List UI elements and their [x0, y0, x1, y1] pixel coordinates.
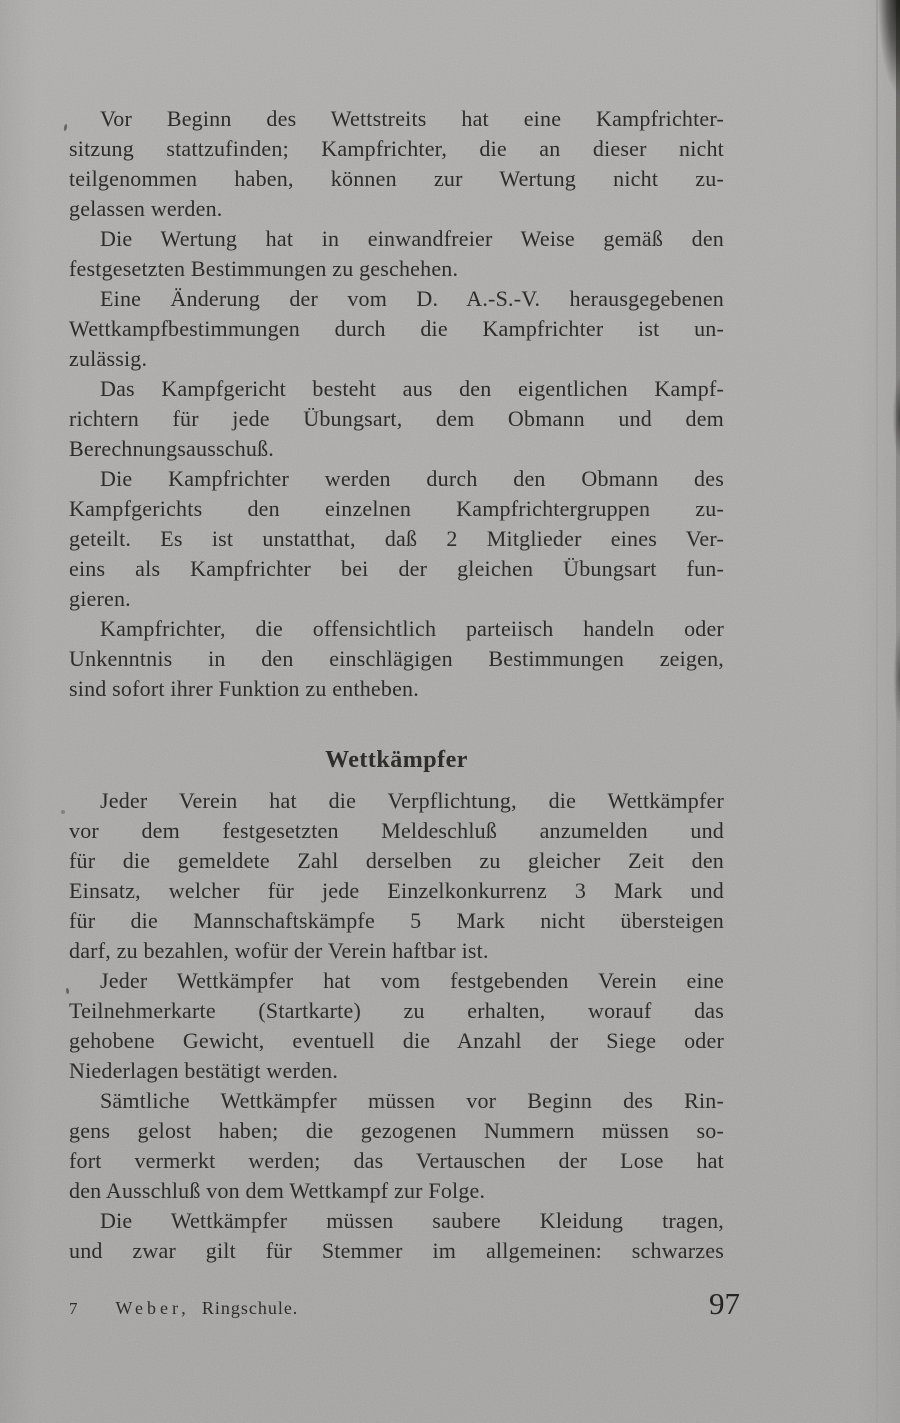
text-line: für die Mannschaftskämpfe 5 Mark nicht übersteigen: [69, 908, 724, 933]
text-line: sind sofort ihrer Funktion zu entheben.: [69, 676, 419, 701]
text-line: Eine Änderung der vom D. A.-S.-V. herausgegebenen: [100, 286, 724, 311]
text-line: Sämtliche Wettkämpfer müssen vor Beginn des Rin-: [100, 1088, 724, 1113]
text-line: für die gemeldete Zahl derselben zu gleicher Zeit den: [69, 848, 724, 873]
text-line: Jeder Verein hat die Verpflichtung, die Wettkämpfer: [100, 788, 724, 813]
text-line: Das Kampfgericht besteht aus den eigentlichen Kampf-: [100, 376, 724, 401]
text-line: Berechnungsausschuß.: [69, 436, 275, 461]
text-line: Kampfrichter, die offensichtlich parteiisch handeln oder: [100, 616, 724, 641]
text-line: Niederlagen bestätigt werden.: [69, 1058, 339, 1083]
text-line: Vor Beginn des Wettstreits hat eine Kampfrichter-: [100, 106, 724, 131]
page-text: [69, 104, 724, 1266]
text-line: Kampfgerichts den einzelnen Kampfrichtergruppen zu-: [69, 496, 724, 521]
scan-shadow-top-right: [876, 0, 900, 152]
scan-speck: [63, 124, 67, 131]
section-heading: Wettkämpfer: [325, 747, 468, 773]
text-line: teilgenommen haben, können zur Wertung nicht zu-: [69, 166, 724, 191]
text-line: gens gelost haben; die gezogenen Nummern müssen so-: [69, 1118, 724, 1143]
scan-fold-line: [876, 0, 878, 1423]
scan-shadow-blob-lower: [891, 622, 900, 732]
footer-signature-mark: 7: [69, 1299, 78, 1318]
page-number: 97: [709, 1286, 740, 1321]
text-line: Jeder Wettkämpfer hat vom festgebenden Verein eine: [100, 968, 724, 993]
scan-speck: [61, 810, 65, 814]
text-line: gehobene Gewicht, eventuell die Anzahl der Siege oder: [69, 1028, 724, 1053]
text-line: gelassen werden.: [69, 196, 223, 221]
text-line: Die Wettkämpfer müssen saubere Kleidung tragen,: [100, 1208, 724, 1233]
text-line: geteilt. Es ist unstatthat, daß 2 Mitglieder eines Ver-: [69, 526, 724, 551]
text-line: Die Kampfrichter werden durch den Obmann des: [100, 466, 724, 491]
text-line: darf, zu bezahlen, wofür der Verein haftbar ist.: [69, 938, 489, 963]
text-line: Die Wertung hat in einwandfreier Weise gemäß den: [100, 226, 724, 251]
text-line: Wettkampfbestimmungen durch die Kampfrichter ist un-: [69, 316, 724, 341]
scan-shadow-blob-upper: [890, 372, 900, 462]
scan-edge-shadow-right: [896, 0, 900, 1050]
footer-author: Weber,: [115, 1298, 190, 1318]
text-line: sitzung stattzufinden; Kampfrichter, die an dieser nicht: [69, 136, 724, 161]
footer-running-title: [69, 1298, 298, 1319]
text-line: vor dem festgesetzten Meldeschluß anzumelden und: [69, 818, 724, 843]
text-line: Einsatz, welcher für jede Einzelkonkurrenz 3 Mark und: [69, 878, 724, 903]
footer: [69, 1286, 740, 1321]
text-line: fort vermerkt werden; das Vertauschen der Lose hat: [69, 1148, 724, 1173]
text-line: den Ausschluß von dem Wettkampf zur Folge.: [69, 1178, 486, 1203]
text-line: zulässig.: [69, 346, 148, 371]
text-line: und zwar gilt für Stemmer im allgemeinen: schwarzes: [69, 1238, 724, 1263]
text-line: eins als Kampfrichter bei der gleichen Übungsart fun-: [69, 556, 724, 581]
footer-book-title: Ringschule.: [201, 1298, 299, 1318]
text-line: gieren.: [69, 586, 131, 611]
text-line: Teilnehmerkarte (Startkarte) zu erhalten, worauf das: [69, 998, 724, 1023]
text-line: Unkenntnis in den einschlägigen Bestimmungen zeigen,: [69, 646, 724, 671]
text-line: richtern für jede Übungsart, dem Obmann und dem: [69, 406, 724, 431]
text-line: festgesetzten Bestimmungen zu geschehen.: [69, 256, 459, 281]
